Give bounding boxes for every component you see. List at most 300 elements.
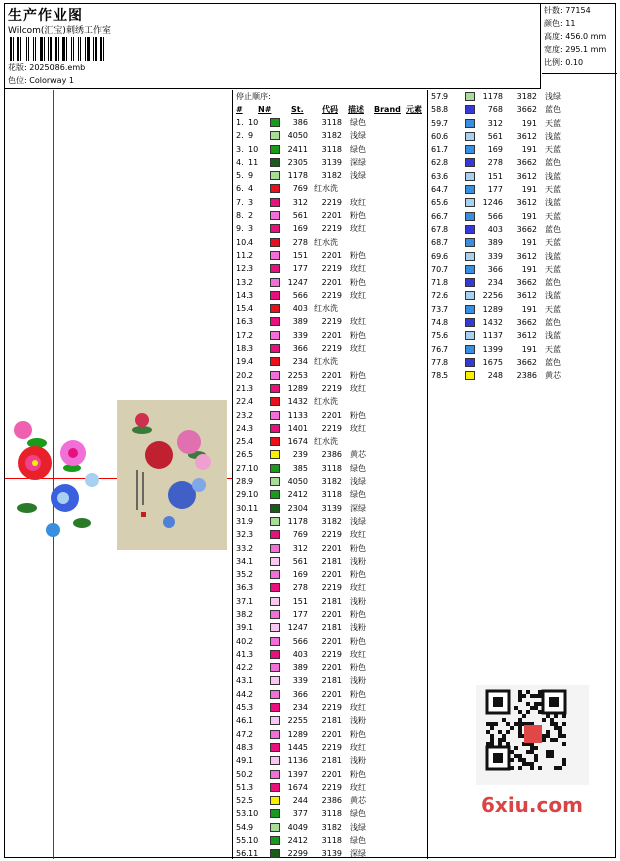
color-swatch [270,411,280,420]
row-code: 2201 [321,689,342,699]
row-index: 41. [236,649,249,659]
row-description: 浅绿 [350,171,366,181]
row-index: 15. [236,304,249,314]
color-swatch [270,238,280,247]
row-index: 5. [236,171,244,181]
table-row [234,143,427,156]
table-row [234,488,427,501]
row-index: 40. [236,636,249,646]
row-description: 粉色 [350,370,366,380]
row-code: 3612 [516,331,537,341]
color-swatch [270,849,280,858]
table-row [429,369,561,382]
row-stitches: 278 [487,158,503,168]
table-row [234,382,427,395]
row-needle: 10 [248,118,259,127]
table-row [234,169,427,182]
row-index: 16. [236,317,249,327]
row-index: 62. [431,158,444,168]
row-description: 玫红 [350,290,366,300]
row-description: 粉色 [350,211,366,221]
color-swatch [270,690,280,699]
row-stitches: 1674 [287,782,308,792]
row-needle: 6 [443,251,449,261]
color-swatch [270,530,280,539]
row-code: 191 [521,118,537,128]
row-stitches: 2411 [287,144,308,154]
table-row [234,754,427,767]
color-swatch [270,131,280,140]
row-stitches: 2412 [287,836,308,846]
row-stitches: 566 [292,290,308,300]
row-index: 18. [236,344,249,354]
table-row [234,768,427,781]
row-index: 20. [236,370,249,380]
row-needle: 6 [443,291,449,301]
row-code: 2201 [321,729,342,739]
row-index: 13. [236,277,249,287]
table-row [429,223,561,236]
row-code: 3139 [321,849,342,859]
row-needle: 7 [443,344,449,354]
row-stitches: 2412 [287,490,308,500]
row-description: 红水洗 [314,237,338,247]
color-swatch [270,384,280,393]
row-code: 2219 [321,383,342,393]
row-needle: 3 [248,317,254,327]
row-index: 56. [236,849,249,859]
flower-illustration [117,400,227,550]
row-index: 75. [431,331,444,341]
row-index: 49. [236,756,249,766]
row-code: 3182 [516,92,537,101]
row-stitches: 385 [292,463,308,473]
row-code: 2181 [321,756,342,766]
color-swatch [270,331,280,340]
row-description: 浅绿 [545,92,561,101]
design-photo [117,400,227,550]
row-index: 78. [431,371,444,381]
table-row [234,834,427,847]
row-needle: 7 [443,304,449,314]
row-stitches: 561 [292,556,308,566]
row-needle: 9 [443,92,449,101]
row-stitches: 312 [487,118,503,128]
table-row [234,807,427,820]
table-row [234,196,427,209]
design-preview [5,90,233,859]
table-row [234,209,427,222]
row-stitches: 403 [292,304,308,314]
color-swatch [270,291,280,300]
color-swatch [270,490,280,499]
page-title: 生产作业图 [8,8,83,24]
row-description: 玫红 [350,742,366,752]
row-description: 粉色 [350,729,366,739]
row-description: 蓝色 [545,158,561,168]
row-needle: 7 [443,145,449,155]
row-code: 2219 [321,317,342,327]
row-index: 8. [236,211,244,221]
table-row [429,103,561,116]
color-swatch [465,132,475,141]
color-swatch [465,265,475,274]
row-index: 45. [236,703,249,713]
spec-colors: 颜色: 11 [544,19,576,28]
row-stitches: 151 [487,171,503,181]
row-index: 55. [236,836,249,846]
row-needle: 1 [248,596,254,606]
table-row [234,701,427,714]
header-description: 描述 [348,105,364,114]
row-index: 34. [236,556,249,566]
row-stitches: 1399 [482,344,503,354]
color-swatch [270,557,280,566]
row-needle: 9 [248,131,254,141]
row-stitches: 1289 [287,383,308,393]
row-index: 69. [431,251,444,261]
row-index: 70. [431,264,444,274]
table-row [234,182,427,195]
row-code: 2219 [321,782,342,792]
row-needle: 3 [248,423,254,433]
table-row [429,143,561,156]
row-index: 73. [431,304,444,314]
spec-stitches: 针数: 77154 [544,6,591,15]
color-swatch [270,371,280,380]
row-needle: 10 [248,809,259,819]
row-code: 3118 [321,144,342,154]
table-row [234,515,427,528]
color-swatch [270,477,280,486]
row-index: 3. [236,144,244,154]
row-needle: 4 [248,184,254,194]
row-stitches: 177 [292,264,308,274]
row-needle: 7 [443,238,449,248]
row-index: 50. [236,769,249,779]
table-row [429,250,561,263]
row-needle: 10 [248,836,259,846]
table-row [429,156,561,169]
table-row [429,289,561,302]
color-swatch [270,676,280,685]
row-code: 2201 [321,211,342,221]
header-needle: N# [258,105,272,114]
table-row [234,448,427,461]
row-description: 浅蓝 [545,198,561,208]
row-description: 天蓝 [545,211,561,221]
row-code: 2201 [321,543,342,553]
row-code: 2201 [321,250,342,260]
row-stitches: 339 [487,251,503,261]
row-description: 粉色 [350,543,366,553]
row-description: 玫红 [350,649,366,659]
row-index: 23. [236,410,249,420]
header-panel [5,4,541,89]
row-stitches: 769 [292,184,308,194]
row-needle: 3 [248,583,254,593]
row-description: 玫红 [350,264,366,274]
color-swatch [270,317,280,326]
header-brand: Brand [374,105,401,114]
company-name: Wilcom(汇宝)刺绣工作室 [8,26,111,36]
color-swatch [270,570,280,579]
row-needle: 3 [248,197,254,207]
row-needle: 8 [443,357,449,367]
row-index: 67. [431,224,444,234]
row-description: 粉色 [350,769,366,779]
row-code: 2201 [321,330,342,340]
row-needle: 6 [443,331,449,341]
spec-width: 宽度: 295.1 mm [544,45,607,54]
row-code: 3612 [516,251,537,261]
row-needle: 1 [248,756,254,766]
table-row [429,183,561,196]
worksheet-frame [4,3,616,858]
barcode-image [10,37,114,61]
table-row [234,462,427,475]
spec-scale: 比例: 0.10 [544,58,584,67]
row-code: 2219 [321,290,342,300]
row-needle: 1 [248,623,254,633]
table-row [234,276,427,289]
row-index: 60. [431,131,444,141]
row-index: 58. [431,105,444,115]
row-description: 天蓝 [545,264,561,274]
row-needle: 6 [443,198,449,208]
row-code: 191 [521,344,537,354]
color-swatch [465,185,475,194]
row-code: 2181 [321,676,342,686]
row-description: 粉色 [350,636,366,646]
row-stitches: 151 [292,596,308,606]
row-description: 绿色 [350,836,366,846]
row-description: 玫红 [350,383,366,393]
row-needle: 1 [248,556,254,566]
row-stitches: 566 [487,211,503,221]
row-needle: 4 [248,237,254,247]
row-stitches: 234 [487,278,503,288]
row-code: 191 [521,264,537,274]
row-index: 9. [236,224,244,234]
table-row [234,409,427,422]
row-code: 2386 [516,371,537,381]
row-code: 2219 [321,583,342,593]
color-swatch [465,198,475,207]
row-code: 2219 [321,742,342,752]
row-code: 3182 [321,171,342,181]
row-description: 玫红 [350,423,366,433]
row-index: 17. [236,330,249,340]
row-code: 2201 [321,636,342,646]
row-code: 2219 [321,530,342,540]
row-index: 76. [431,344,444,354]
color-swatch [270,198,280,207]
table-row [429,210,561,223]
table-row [234,222,427,235]
color-swatch [465,371,475,380]
row-description: 浅绿 [350,822,366,832]
row-description: 浅蓝 [545,171,561,181]
row-index: 48. [236,742,249,752]
row-stitches: 278 [292,583,308,593]
row-stitches: 1246 [482,198,503,208]
row-needle: 8 [443,224,449,234]
table-row [429,236,561,249]
table-row [234,581,427,594]
table-row [234,355,427,368]
row-index: 59. [431,118,444,128]
row-stitches: 1432 [287,397,308,407]
row-description: 红水洗 [314,357,338,367]
color-swatch [465,158,475,167]
row-index: 57. [431,92,444,101]
row-index: 44. [236,689,249,699]
row-description: 绿色 [350,809,366,819]
color-swatch [270,184,280,193]
row-needle: 6 [443,131,449,141]
row-code: 3662 [516,278,537,288]
row-needle: 9 [248,822,254,832]
row-code: 3118 [321,490,342,500]
thread-rows [429,90,561,383]
row-index: 64. [431,185,444,195]
color-swatch [465,225,475,234]
color-swatch [270,544,280,553]
table-row [429,90,561,103]
row-needle: 7 [443,118,449,128]
row-needle: 2 [248,410,254,420]
table-row [234,674,427,687]
row-needle: 3 [248,742,254,752]
row-code: 3118 [321,809,342,819]
row-needle: 3 [248,530,254,540]
row-stitches: 768 [487,105,503,115]
row-index: 37. [236,596,249,606]
row-stitches: 1674 [287,437,308,447]
row-description: 粉色 [350,609,366,619]
row-description: 蓝色 [545,357,561,367]
row-code: 2181 [321,596,342,606]
table-row [234,289,427,302]
thread-table-column-2 [429,90,561,383]
row-stitches: 177 [487,185,503,195]
color-swatch [465,318,475,327]
header-stitches: St. [291,105,304,114]
color-swatch [270,264,280,273]
header-num: # [236,105,243,114]
color-swatch [270,756,280,765]
color-swatch [270,424,280,433]
table-row [234,249,427,262]
row-index: 52. [236,796,249,806]
row-needle: 4 [248,437,254,447]
table-row [429,117,561,130]
color-swatch [270,450,280,459]
row-code: 3662 [516,158,537,168]
color-swatch [465,172,475,181]
row-needle: 9 [248,477,254,487]
row-code: 2181 [321,716,342,726]
row-stitches: 4050 [287,131,308,141]
row-description: 浅粉 [350,716,366,726]
row-description: 浅粉 [350,676,366,686]
row-code: 2201 [321,277,342,287]
color-swatch [270,809,280,818]
color-swatch [270,211,280,220]
row-stitches: 1289 [287,729,308,739]
table-row [234,847,427,860]
color-swatch [465,105,475,114]
row-index: 29. [236,490,249,500]
color-swatch [270,583,280,592]
table-row [234,528,427,541]
row-stitches: 2305 [287,157,308,167]
row-needle: 3 [248,782,254,792]
color-swatch [465,345,475,354]
row-stitches: 248 [487,371,503,381]
row-needle: 7 [443,211,449,221]
table-row [234,555,427,568]
table-row [234,794,427,807]
row-description: 玫红 [350,197,366,207]
color-swatch [270,118,280,127]
row-code: 3612 [516,131,537,141]
row-index: 66. [431,211,444,221]
row-needle: 5 [248,450,254,460]
row-code: 3662 [516,318,537,328]
row-code: 3118 [321,118,342,127]
row-stitches: 169 [292,570,308,580]
row-description: 深绿 [350,849,366,859]
row-code: 2201 [321,570,342,580]
row-needle: 2 [248,330,254,340]
row-needle: 6 [443,171,449,181]
row-description: 绿色 [350,490,366,500]
row-stitches: 339 [292,676,308,686]
embroidery-design-image [7,408,107,558]
row-index: 11. [236,250,249,260]
table-row [234,714,427,727]
row-needle: 8 [443,158,449,168]
row-needle: 2 [248,211,254,221]
row-needle: 8 [443,278,449,288]
table-row [234,608,427,621]
row-stitches: 312 [292,543,308,553]
row-needle: 11 [248,157,259,167]
stop-sequence-label: 停止顺序: [236,92,271,101]
row-index: 27. [236,463,249,473]
row-index: 21. [236,383,249,393]
row-description: 红水洗 [314,184,338,194]
row-index: 38. [236,609,249,619]
color-swatch [270,663,280,672]
row-description: 玫红 [350,317,366,327]
table-row [234,129,427,142]
row-code: 3612 [516,198,537,208]
row-needle: 11 [248,849,259,859]
row-stitches: 1432 [482,318,503,328]
row-needle: 2 [248,689,254,699]
table-row [234,741,427,754]
row-index: 28. [236,477,249,487]
row-index: 53. [236,809,249,819]
row-description: 浅蓝 [545,291,561,301]
row-needle: 3 [248,703,254,713]
row-stitches: 1247 [287,623,308,633]
row-description: 蓝色 [545,318,561,328]
row-stitches: 566 [292,636,308,646]
